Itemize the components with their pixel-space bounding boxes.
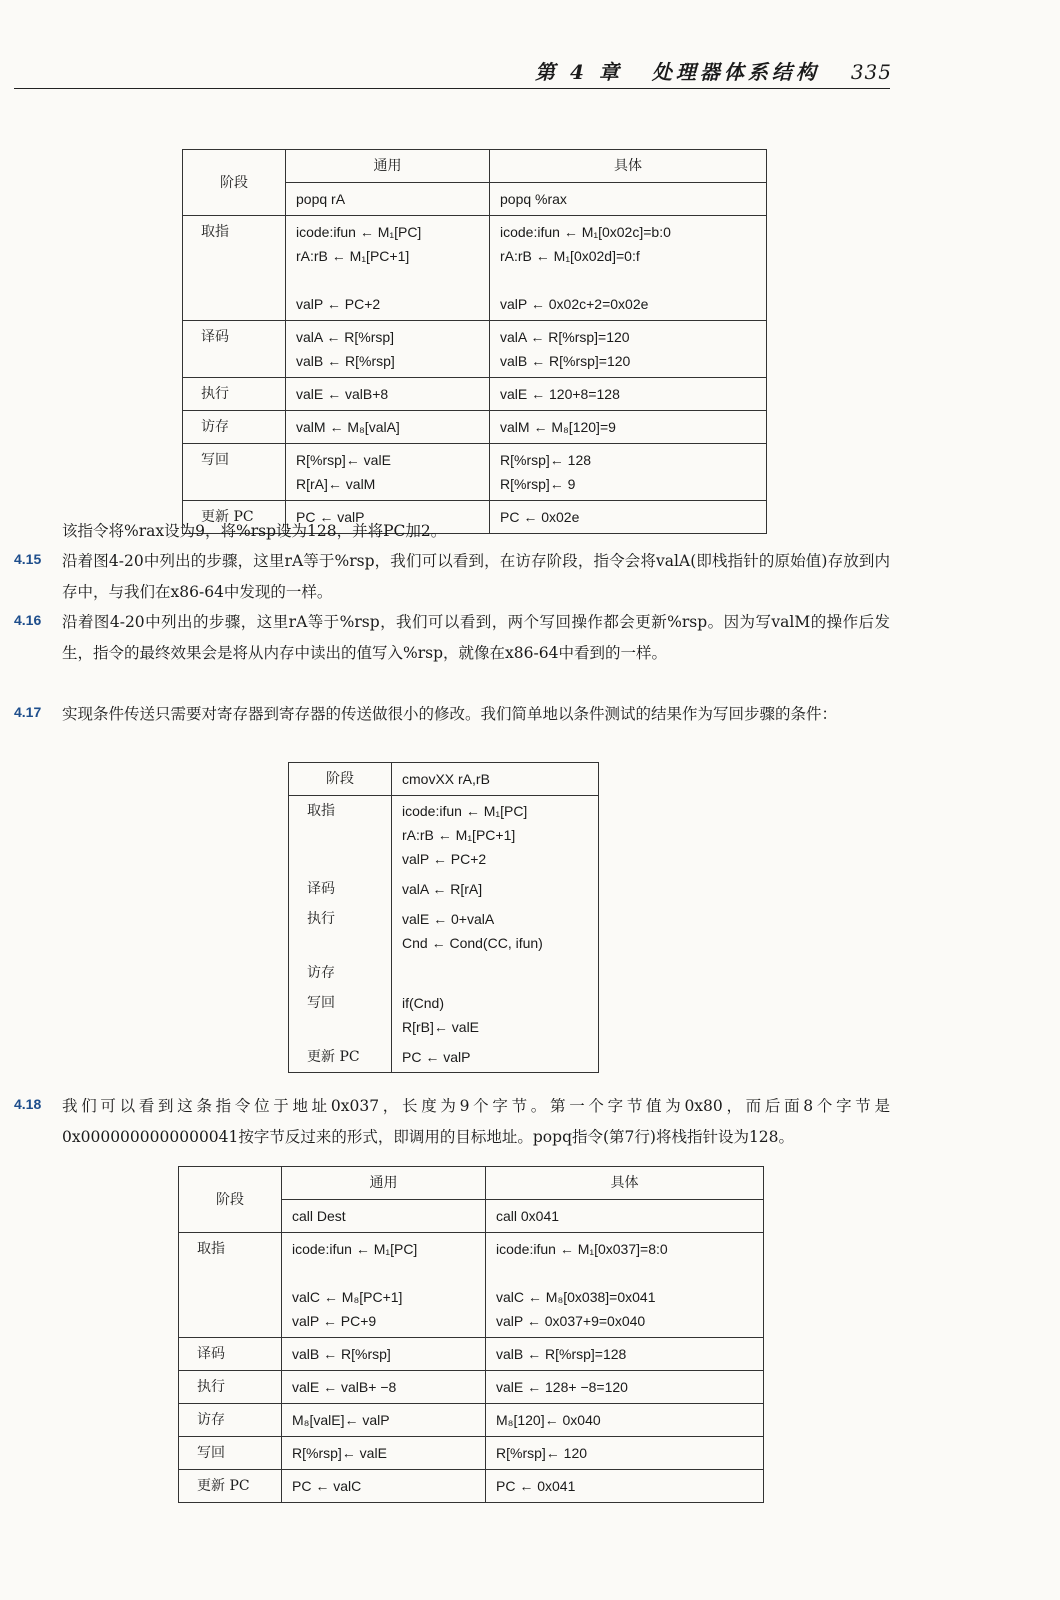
- code-line: valE ← valB+ −8: [292, 1379, 397, 1395]
- code-line: valM ← M₈[valA]: [296, 419, 400, 435]
- code-line: icode:ifun ← M₁[0x02c]=b:0: [500, 224, 671, 240]
- table-row: [179, 1233, 764, 1338]
- specific-cell: [490, 321, 767, 378]
- table-row: [289, 904, 599, 958]
- answer-416: 沿着图4-20中列出的步骤，这里rA等于%rsp，我们可以看到，两个写回操作都会更新%rsp。因为写valM的操作后发生，指令的最终效果会是将从内存中读出的值写入%rsp，就像在x86-64中看到的一样。: [62, 613, 890, 662]
- code-line: rA:rB ← M₁[PC+1]: [402, 827, 516, 843]
- stage-cell: 更新 PC: [183, 501, 286, 534]
- code-line: valA ← R[rA]: [402, 881, 483, 897]
- code-line: valE ← 120+8=128: [500, 386, 620, 402]
- running-head: [535, 56, 892, 85]
- code-line: rA:rB ← M₁[0x02d]=0:f: [500, 248, 640, 264]
- code-line: valP ← PC+2: [402, 851, 487, 867]
- table-row: [179, 1437, 764, 1470]
- general-cell: [286, 321, 490, 378]
- code-cell: [392, 796, 599, 875]
- answer-418: 我们可以看到这条指令位于地址0x037，长度为9个字节。第一个字节值为0x80，而后面8个字节是0x0000000000000041按字节反过来的形式，即调用的目标地址。popq指令(第7行)将栈指针设为128。: [62, 1097, 890, 1146]
- col-stage: 阶段: [179, 1167, 282, 1233]
- stage-cell: 更新 PC: [179, 1470, 282, 1503]
- stage-cell: 取指: [183, 216, 286, 321]
- code-line: M₈[valE]← valP: [292, 1412, 390, 1428]
- specific-cell: [490, 378, 767, 411]
- table-row: [289, 988, 599, 1042]
- specific-cell: [486, 1404, 764, 1437]
- code-line: R[%rsp]← 120: [496, 1445, 588, 1461]
- specific-cell: [486, 1338, 764, 1371]
- code-line: valP ← PC+9: [292, 1313, 377, 1329]
- table-row: [289, 1042, 599, 1073]
- code-cell: [392, 988, 599, 1042]
- general-cell: [286, 444, 490, 501]
- col-specific: 具体: [490, 150, 767, 183]
- stage-cell: 执行: [289, 904, 392, 958]
- sub-specific: popq %rax: [490, 183, 767, 216]
- stage-cell: 执行: [183, 378, 286, 411]
- sub-general: popq rA: [286, 183, 490, 216]
- col-general: 通用: [282, 1167, 486, 1200]
- general-cell: [282, 1404, 486, 1437]
- code-line: [292, 1261, 475, 1285]
- stage-cell: 执行: [179, 1371, 282, 1404]
- stage-cell: 写回: [183, 444, 286, 501]
- cmov-table: [288, 762, 599, 1073]
- code-line: icode:ifun ← M₁[PC]: [296, 224, 422, 240]
- stage-cell: 更新 PC: [289, 1042, 392, 1073]
- code-line: valC ← M₈[0x038]=0x041: [496, 1289, 656, 1305]
- code-line: [500, 268, 756, 292]
- table-row: [289, 796, 599, 875]
- question-number-415: 4.15: [14, 551, 42, 567]
- table-row: [179, 1404, 764, 1437]
- col-instruction: cmovXX rA,rB: [392, 763, 599, 796]
- code-line: valP ← 0x037+9=0x040: [496, 1313, 646, 1329]
- code-cell: [392, 904, 599, 958]
- table-row: [183, 411, 767, 444]
- code-line: Cnd ← Cond(CC, ifun): [402, 935, 543, 951]
- question-number-417: 4.17: [14, 704, 42, 720]
- specific-cell: [486, 1437, 764, 1470]
- code-line: [296, 268, 479, 292]
- general-cell: [282, 1470, 486, 1503]
- call-table: [178, 1166, 764, 1503]
- code-line: R[%rsp]← valE: [292, 1445, 387, 1461]
- code-line: PC ← 0x02e: [500, 509, 580, 525]
- code-line: [402, 961, 588, 985]
- table-row: [289, 874, 599, 904]
- table-row: [179, 1371, 764, 1404]
- specific-cell: [486, 1371, 764, 1404]
- col-stage: 阶段: [289, 763, 392, 796]
- stage-cell: 访存: [183, 411, 286, 444]
- sub-specific: call 0x041: [486, 1200, 764, 1233]
- code-line: rA:rB ← M₁[PC+1]: [296, 248, 410, 264]
- table-row: [179, 1338, 764, 1371]
- stage-cell: 访存: [179, 1404, 282, 1437]
- specific-cell: [490, 411, 767, 444]
- code-line: icode:ifun ← M₁[PC]: [292, 1241, 418, 1257]
- code-line: R[%rsp]← valE: [296, 452, 391, 468]
- code-line: valP ← 0x02c+2=0x02e: [500, 296, 649, 312]
- code-cell: [392, 1042, 599, 1073]
- code-line: M₈[120]← 0x040: [496, 1412, 601, 1428]
- stage-cell: 译码: [179, 1338, 282, 1371]
- specific-cell: [490, 444, 767, 501]
- stage-cell: 译码: [183, 321, 286, 378]
- code-line: valE ← valB+8: [296, 386, 389, 402]
- question-number-418: 4.18: [14, 1096, 42, 1112]
- general-cell: [282, 1437, 486, 1470]
- stage-cell: 写回: [179, 1437, 282, 1470]
- code-line: valC ← M₈[PC+1]: [292, 1289, 403, 1305]
- code-line: PC ← valP: [296, 509, 365, 525]
- general-cell: [282, 1233, 486, 1338]
- col-stage: 阶段: [183, 150, 286, 216]
- general-cell: [282, 1338, 486, 1371]
- code-cell: [392, 958, 599, 988]
- sub-general: call Dest: [282, 1200, 486, 1233]
- question-number-416: 4.16: [14, 612, 42, 628]
- code-line: if(Cnd): [402, 995, 445, 1011]
- specific-cell: [490, 501, 767, 534]
- col-general: 通用: [286, 150, 490, 183]
- code-line: PC ← valC: [292, 1478, 362, 1494]
- specific-cell: [486, 1233, 764, 1338]
- code-line: PC ← 0x041: [496, 1478, 576, 1494]
- answer-414-summary: 该指令将%rax设为9，将%rsp设为128，并将PC加2。: [62, 522, 447, 540]
- code-line: R[rB]← valE: [402, 1019, 480, 1035]
- code-line: icode:ifun ← M₁[PC]: [402, 803, 528, 819]
- general-cell: [286, 216, 490, 321]
- code-line: valA ← R[%rsp]: [296, 329, 395, 345]
- stage-cell: 取指: [179, 1233, 282, 1338]
- code-line: [496, 1261, 753, 1285]
- code-line: valP ← PC+2: [296, 296, 381, 312]
- table-row: [183, 321, 767, 378]
- answer-417: 实现条件传送只需要对寄存器到寄存器的传送做很小的修改。我们简单地以条件测试的结果作为写回步骤的条件：: [62, 705, 838, 723]
- specific-cell: [490, 216, 767, 321]
- general-cell: [286, 411, 490, 444]
- code-line: valB ← R[%rsp]: [296, 353, 395, 369]
- header-rule: [14, 88, 890, 89]
- code-line: valB ← R[%rsp]: [292, 1346, 391, 1362]
- answer-415: 沿着图4-20中列出的步骤，这里rA等于%rsp，我们可以看到，在访存阶段，指令会将valA(即栈指针的原始值)存放到内存中，与我们在x86-64中发现的一样。: [62, 552, 890, 601]
- col-specific: 具体: [486, 1167, 764, 1200]
- general-cell: [286, 378, 490, 411]
- table-row: [183, 378, 767, 411]
- table-row: [289, 958, 599, 988]
- code-line: PC ← valP: [402, 1049, 471, 1065]
- chapter-title: 处理器体系结构: [651, 60, 820, 84]
- specific-cell: [486, 1470, 764, 1503]
- code-line: R[%rsp]← 128: [500, 452, 592, 468]
- code-line: R[rA]← valM: [296, 476, 376, 492]
- table-row: [183, 444, 767, 501]
- code-line: valA ← R[%rsp]=120: [500, 329, 630, 345]
- table-row: [179, 1470, 764, 1503]
- stage-cell: 写回: [289, 988, 392, 1042]
- stage-cell: 访存: [289, 958, 392, 988]
- code-line: valE ← 0+valA: [402, 911, 495, 927]
- stage-cell: 译码: [289, 874, 392, 904]
- code-cell: [392, 874, 599, 904]
- popq-table: [182, 149, 767, 534]
- code-line: icode:ifun ← M₁[0x037]=8:0: [496, 1241, 668, 1257]
- code-line: valB ← R[%rsp]=128: [496, 1346, 627, 1362]
- code-line: valB ← R[%rsp]=120: [500, 353, 631, 369]
- code-line: valM ← M₈[120]=9: [500, 419, 616, 435]
- code-line: valE ← 128+ −8=120: [496, 1379, 628, 1395]
- page-number: 335: [850, 60, 892, 84]
- general-cell: [282, 1371, 486, 1404]
- stage-cell: 取指: [289, 796, 392, 875]
- chapter-label: 第 4 章: [535, 60, 623, 84]
- code-line: R[%rsp]← 9: [500, 476, 576, 492]
- table-row: [183, 216, 767, 321]
